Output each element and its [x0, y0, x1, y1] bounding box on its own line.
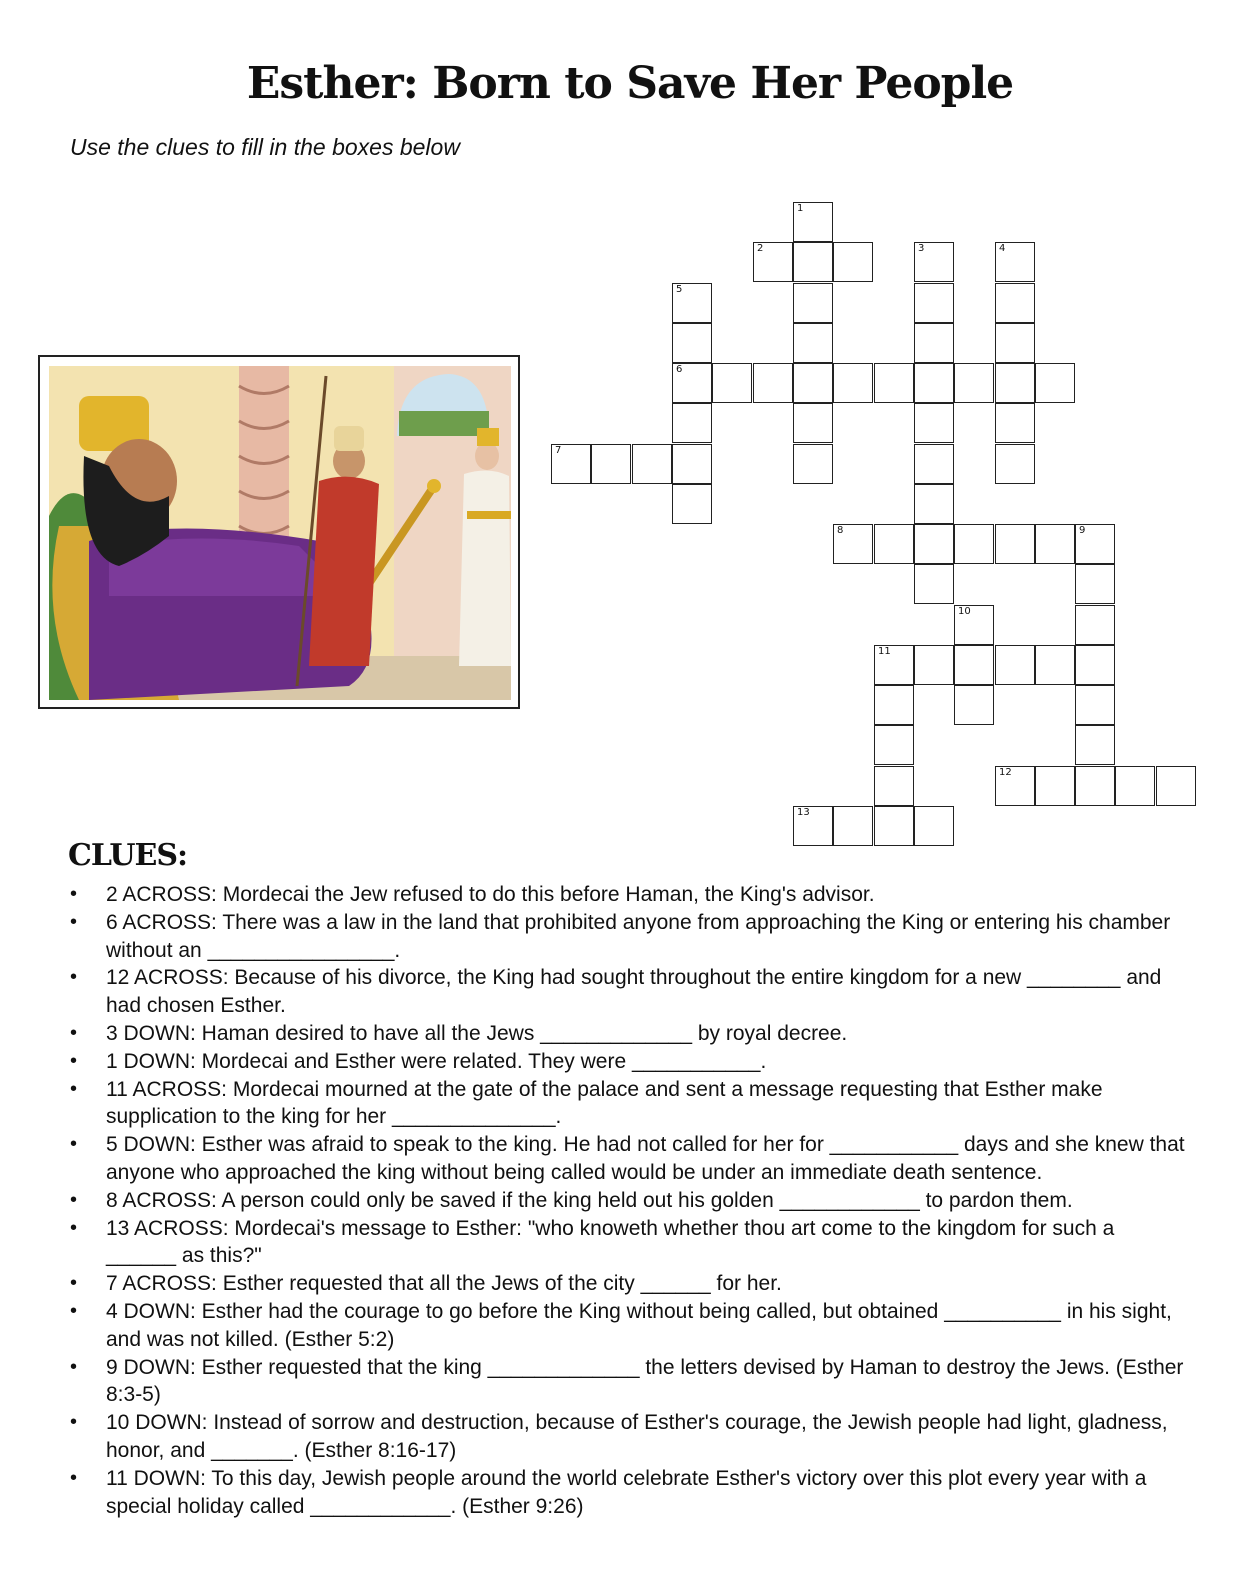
crossword-cell[interactable]: [1075, 685, 1115, 725]
clue-item: • 8 ACROSS: A person could only be saved if the king held out his golden ____________ to pardon them.: [68, 1187, 1188, 1215]
clue-number: 10: [958, 606, 971, 617]
crossword-cell[interactable]: [833, 524, 873, 564]
crossword-cell[interactable]: [1075, 524, 1115, 564]
crossword-cell[interactable]: [995, 524, 1035, 564]
crossword-cell[interactable]: [1035, 363, 1075, 403]
crossword-cell[interactable]: [712, 363, 752, 403]
clue-number: 11: [878, 646, 891, 657]
crossword-cell[interactable]: [793, 444, 833, 484]
clue-item: • 11 ACROSS: Mordecai mourned at the gate of the palace and sent a message requesting that Esther make supplication to the king for her ______________.: [68, 1076, 1188, 1132]
crossword-cell[interactable]: [833, 806, 873, 846]
crossword-cell[interactable]: [995, 323, 1035, 363]
page-title: Esther: Born to Save Her People: [246, 58, 1014, 109]
crossword-cell[interactable]: [1035, 645, 1075, 685]
clue-item: • 7 ACROSS: Esther requested that all the Jews of the city ______ for her.: [68, 1270, 1188, 1298]
crossword-cell[interactable]: [954, 363, 994, 403]
crossword-cell[interactable]: [1075, 766, 1115, 806]
crossword-cell[interactable]: [793, 806, 833, 846]
crossword-cell[interactable]: [874, 363, 914, 403]
crossword-cell[interactable]: [914, 806, 954, 846]
crossword-cell[interactable]: [914, 363, 954, 403]
crossword-cell[interactable]: [632, 444, 672, 484]
crossword-cell[interactable]: [1035, 766, 1075, 806]
crossword-cell[interactable]: [672, 283, 712, 323]
clue-item: • 12 ACROSS: Because of his divorce, the King had sought throughout the entire kingdom for a new ________ and had chosen Esther.: [68, 964, 1188, 1020]
crossword-cell[interactable]: [914, 283, 954, 323]
crossword-cell[interactable]: [793, 242, 833, 282]
crossword-cell[interactable]: [914, 444, 954, 484]
crossword-cell[interactable]: [995, 403, 1035, 443]
crossword-cell[interactable]: [672, 363, 712, 403]
clue-number: 12: [999, 767, 1012, 778]
clue-number: 7: [555, 445, 562, 456]
crossword-cell[interactable]: [954, 605, 994, 645]
crossword-cell[interactable]: [995, 363, 1035, 403]
crossword-cell[interactable]: [1075, 725, 1115, 765]
instructions: Use the clues to fill in the boxes below: [70, 134, 460, 160]
clue-number: 6: [676, 364, 683, 375]
crossword-cell[interactable]: [914, 323, 954, 363]
crossword-cell[interactable]: [672, 403, 712, 443]
crossword-cell[interactable]: [753, 242, 793, 282]
crossword-cell[interactable]: [793, 403, 833, 443]
clue-number: 9: [1079, 525, 1086, 536]
clue-number: 13: [797, 807, 810, 818]
crossword-cell[interactable]: [793, 283, 833, 323]
crossword-cell[interactable]: [672, 484, 712, 524]
clue-item: • 5 DOWN: Esther was afraid to speak to the king. He had not called for her for ___________ days and she knew that anyone who approached the king without being called would be under an immediate death sentence.: [68, 1131, 1188, 1187]
clue-item: • 10 DOWN: Instead of sorrow and destruction, because of Esther's courage, the Jewish people had light, gladness, honor, and _______. (Esther 8:16-17): [68, 1409, 1188, 1465]
crossword-cell[interactable]: [995, 645, 1035, 685]
crossword-cell[interactable]: [995, 444, 1035, 484]
crossword-cell[interactable]: [914, 242, 954, 282]
crossword-cell[interactable]: [874, 766, 914, 806]
crossword-cell[interactable]: [1035, 524, 1075, 564]
crossword-cell[interactable]: [914, 484, 954, 524]
crossword-cell[interactable]: [914, 564, 954, 604]
crossword-cell[interactable]: [833, 363, 873, 403]
clue-number: 1: [797, 203, 804, 214]
clue-item: • 2 ACROSS: Mordecai the Jew refused to do this before Haman, the King's advisor.: [68, 881, 1188, 909]
king-esther-illustration: [49, 366, 511, 700]
crossword-cell[interactable]: [914, 403, 954, 443]
crossword-cell[interactable]: [672, 444, 712, 484]
clue-item: • 3 DOWN: Haman desired to have all the Jews _____________ by royal decree.: [68, 1020, 1188, 1048]
crossword-cell[interactable]: [793, 202, 833, 242]
crossword-cell[interactable]: [995, 242, 1035, 282]
crossword-cell[interactable]: [954, 645, 994, 685]
crossword-cell[interactable]: [1075, 645, 1115, 685]
crossword-cell[interactable]: [914, 524, 954, 564]
clue-number: 4: [999, 243, 1006, 254]
clue-number: 3: [918, 243, 925, 254]
crossword-cell[interactable]: [591, 444, 631, 484]
crossword-cell[interactable]: [793, 323, 833, 363]
clue-item: • 1 DOWN: Mordecai and Esther were related. They were ___________.: [68, 1048, 1188, 1076]
crossword-cell[interactable]: [833, 242, 873, 282]
clue-item: • 13 ACROSS: Mordecai's message to Esther: "who knoweth whether thou art come to the kingdom for such a ______ as this?": [68, 1215, 1188, 1271]
crossword-cell[interactable]: [551, 444, 591, 484]
clue-item: • 6 ACROSS: There was a law in the land that prohibited anyone from approaching the King or entering his chamber without an ________________.: [68, 909, 1188, 965]
clue-item: • 11 DOWN: To this day, Jewish people around the world celebrate Esther's victory over this plot every year with a special holiday called ____________. (Esther 9:26): [68, 1465, 1188, 1521]
crossword-cell[interactable]: [874, 806, 914, 846]
crossword-cell[interactable]: [793, 363, 833, 403]
crossword-cell[interactable]: [954, 685, 994, 725]
clue-number: 5: [676, 284, 683, 295]
crossword-cell[interactable]: [914, 645, 954, 685]
crossword-cell[interactable]: [753, 363, 793, 403]
crossword-cell[interactable]: [1115, 766, 1155, 806]
crossword-cell[interactable]: [1075, 564, 1115, 604]
crossword-cell[interactable]: [672, 323, 712, 363]
clue-item: • 9 DOWN: Esther requested that the king _____________ the letters devised by Haman to destroy the Jews. (Esther 8:3-5): [68, 1354, 1188, 1410]
illustration: [38, 355, 520, 709]
crossword-cell[interactable]: [1075, 605, 1115, 645]
crossword-cell[interactable]: [874, 645, 914, 685]
crossword-cell[interactable]: [874, 524, 914, 564]
crossword-cell[interactable]: [995, 766, 1035, 806]
clue-item: • 4 DOWN: Esther had the courage to go before the King without being called, but obtained __________ in his sight, and was not killed. (Esther 5:2): [68, 1298, 1188, 1354]
clue-list: [68, 881, 1188, 1520]
crossword-cell[interactable]: [954, 524, 994, 564]
crossword-cell[interactable]: [874, 725, 914, 765]
clue-number: 2: [757, 243, 764, 254]
crossword-cell[interactable]: [874, 685, 914, 725]
crossword-cell[interactable]: [1156, 766, 1196, 806]
crossword-cell[interactable]: [995, 283, 1035, 323]
clues-heading: CLUES:: [68, 838, 188, 873]
clue-number: 8: [837, 525, 844, 536]
